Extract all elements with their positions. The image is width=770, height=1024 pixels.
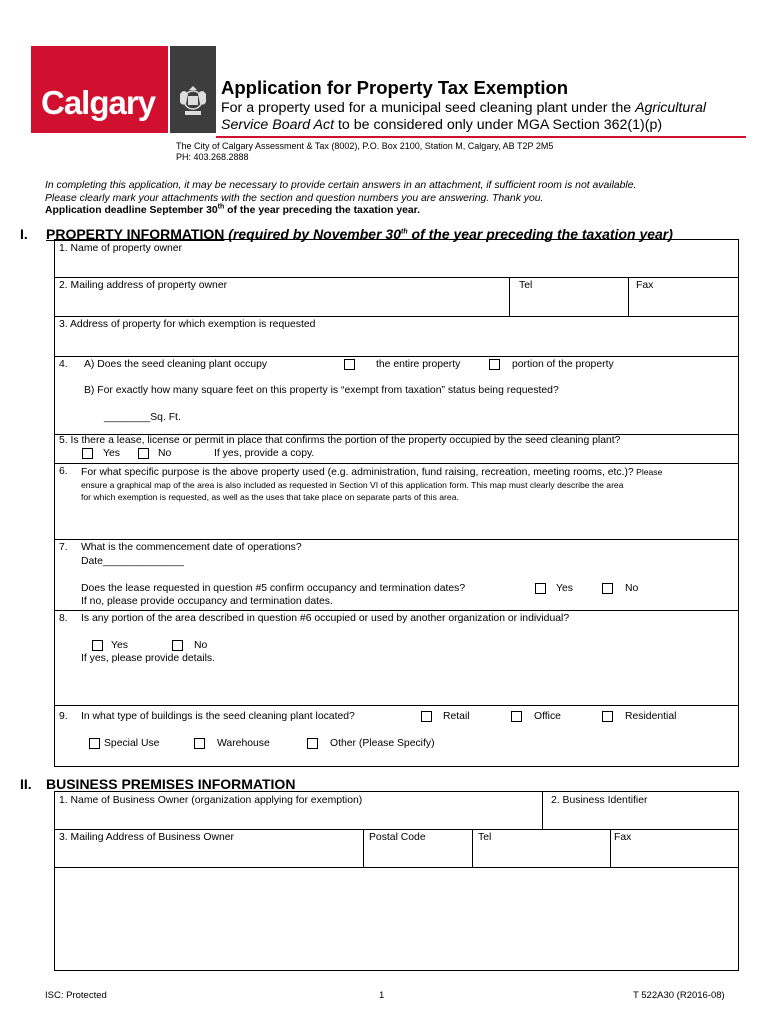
address-line: The City of Calgary Assessment & Tax (8002), P.O. Box 2100, Station M, Calgary, AB T2P 2M5 (176, 141, 554, 151)
subtitle-act-name: Service Board Act (221, 117, 335, 133)
q7-date-field[interactable]: Date______________ (81, 556, 184, 567)
deadline-sup: th (217, 203, 225, 211)
q9-question: In what type of buildings is the seed cleaning plant located? (81, 711, 355, 722)
col-divider (472, 829, 473, 867)
intro-line: In completing this application, it may be necessary to provide certain answers in an attachment, if sufficient room is not available. (45, 180, 637, 191)
header-rule (216, 136, 746, 138)
q8-yes-checkbox[interactable] (92, 640, 103, 651)
s2-tel-label: Tel (478, 832, 492, 843)
q7-no-label: No (625, 583, 639, 594)
s2-postal-code-label: Postal Code (369, 832, 426, 843)
section-1-heading (20, 226, 673, 242)
q7-yes-label: Yes (556, 583, 573, 594)
q9-special-label: Special Use (104, 738, 160, 749)
q4a-entire-label: the entire property (376, 359, 461, 370)
q4a-portion-label: portion of the property (512, 359, 614, 370)
subtitle-italic: Agricultural (635, 100, 707, 116)
q5-question: 5. Is there a lease, license or permit in place that confirms the portion of the property occupied by the seed cleaning plant? (59, 435, 621, 446)
logo-wordmark: Calgary (41, 84, 156, 121)
calgary-logo (31, 46, 168, 133)
q4-number: 4. (59, 359, 68, 370)
col-divider (542, 792, 543, 829)
form-subtitle (221, 100, 761, 134)
footer-page-number: 1 (379, 990, 385, 1001)
row-divider (55, 463, 738, 464)
section-title: BUSINESS PREMISES INFORMATION (46, 776, 296, 792)
q9-retail-label: Retail (443, 711, 470, 722)
q2-fax-label: Fax (636, 280, 654, 291)
section-note-sup: th (401, 228, 408, 236)
deadline-text: Application deadline September 30 (45, 205, 218, 216)
q8-number: 8. (59, 613, 68, 624)
q1-owner-name-field[interactable] (55, 256, 737, 276)
q9-special-checkbox[interactable] (89, 738, 100, 749)
col-divider (509, 277, 510, 316)
q7-lease-question: Does the lease requested in question #5 confirm occupancy and termination dates? (81, 583, 466, 594)
q5-yes-checkbox[interactable] (82, 448, 93, 459)
q4b-question: B) For exactly how many square feet on this property is “exempt from taxation” status being requested? (84, 385, 559, 396)
q6-question (81, 466, 662, 479)
q2-tel-label: Tel (519, 280, 533, 291)
intro-text (45, 180, 636, 218)
q4a-entire-checkbox[interactable] (344, 359, 355, 370)
q2-mailing-address: 2. Mailing address of property owner (59, 280, 228, 291)
row-divider (55, 610, 738, 611)
q5-no-label: No (158, 448, 172, 459)
col-divider (363, 829, 364, 867)
intro-line: Please clearly mark your attachments with the section and question numbers you are answering. Thank you. (45, 192, 544, 204)
q9-number: 9. (59, 711, 68, 722)
q9-other-checkbox[interactable] (307, 738, 318, 749)
row-divider (55, 829, 738, 830)
row-divider (55, 539, 738, 540)
section-2-form (54, 791, 739, 971)
q5-yes-label: Yes (103, 448, 120, 459)
q7-ifno-note: If no, please provide occupancy and termination dates. (81, 596, 333, 607)
q6-note: ensure a graphical map of the area is also included as requested in Section VI of this application form. This map must clearly describe the area (81, 480, 624, 490)
q9-warehouse-checkbox[interactable] (194, 738, 205, 749)
s2-q3-mailing-address: 3. Mailing Address of Business Owner (59, 832, 234, 843)
section-note: of the year preceding the taxation year) (407, 226, 673, 242)
section-2-heading (20, 776, 296, 792)
q3-property-address: 3. Address of property for which exemption is requested (59, 319, 316, 330)
q4a-question: A) Does the seed cleaning plant occupy (84, 359, 268, 370)
section-title-text: PROPERTY INFORMATION (46, 226, 225, 242)
phone-line: PH: 403.268.2888 (176, 152, 249, 162)
row-divider (55, 867, 738, 868)
q6-note: for which exemption is requested, as well as the uses that take place on separate parts of this area. (81, 492, 459, 502)
city-crest (170, 46, 216, 133)
q7-yes-checkbox[interactable] (535, 583, 546, 594)
section-note: (required by November 30 (224, 226, 402, 242)
crest-icon (176, 84, 210, 118)
section-number: I. (20, 226, 28, 242)
q4b-sqft-field[interactable]: ________Sq. Ft. (104, 412, 181, 423)
q9-retail-checkbox[interactable] (421, 711, 432, 722)
form-title: Application for Property Tax Exemption (221, 77, 569, 98)
q7-no-checkbox[interactable] (602, 583, 613, 594)
contact-address (176, 141, 553, 163)
q9-office-checkbox[interactable] (511, 711, 522, 722)
footer-form-code: T 522A30 (R2016-08) (633, 990, 725, 1001)
q8-yes-label: Yes (111, 640, 128, 651)
q7-number: 7. (59, 542, 68, 553)
deadline-text: of the year preceding the taxation year. (224, 205, 421, 216)
q8-question: Is any portion of the area described in question #6 occupied or used by another organization or individual? (81, 613, 570, 624)
q9-warehouse-label: Warehouse (217, 738, 270, 749)
row-divider (55, 356, 738, 357)
section-number: II. (20, 776, 32, 792)
footer-classification: ISC: Protected (45, 990, 107, 1001)
q9-residential-label: Residential (625, 711, 677, 722)
q4a-portion-checkbox[interactable] (489, 359, 500, 370)
s2-fax-label: Fax (614, 832, 632, 843)
q1-owner-name: 1. Name of property owner (59, 243, 183, 254)
q5-no-checkbox[interactable] (138, 448, 149, 459)
row-divider (55, 316, 738, 317)
q8-no-checkbox[interactable] (172, 640, 183, 651)
q9-office-label: Office (534, 711, 561, 722)
q9-residential-checkbox[interactable] (602, 711, 613, 722)
row-divider (55, 705, 738, 706)
deadline-line (45, 205, 636, 218)
q6-question-text: For what specific purpose is the above property used (e.g. administration, fund raising, recreation, meeting rooms, etc.)? (81, 467, 634, 478)
col-divider (628, 277, 629, 316)
subtitle-text: to be considered only under MGA Section 362(1)(p) (334, 117, 663, 133)
q8-details-note: If yes, please provide details. (81, 653, 215, 664)
col-divider (610, 829, 611, 867)
q6-number: 6. (59, 466, 68, 477)
q9-other-label: Other (Please Specify) (330, 738, 435, 749)
q6-please: Please (633, 467, 663, 477)
s2-q2-business-identifier: 2. Business Identifier (551, 795, 648, 806)
q8-no-label: No (194, 640, 208, 651)
q7-question: What is the commencement date of operations? (81, 542, 302, 553)
row-divider (55, 277, 738, 278)
s2-q1-business-owner: 1. Name of Business Owner (organization applying for exemption) (59, 795, 363, 806)
q5-copy-note: If yes, provide a copy. (214, 448, 315, 459)
subtitle-text: For a property used for a municipal seed cleaning plant under the (221, 100, 636, 116)
